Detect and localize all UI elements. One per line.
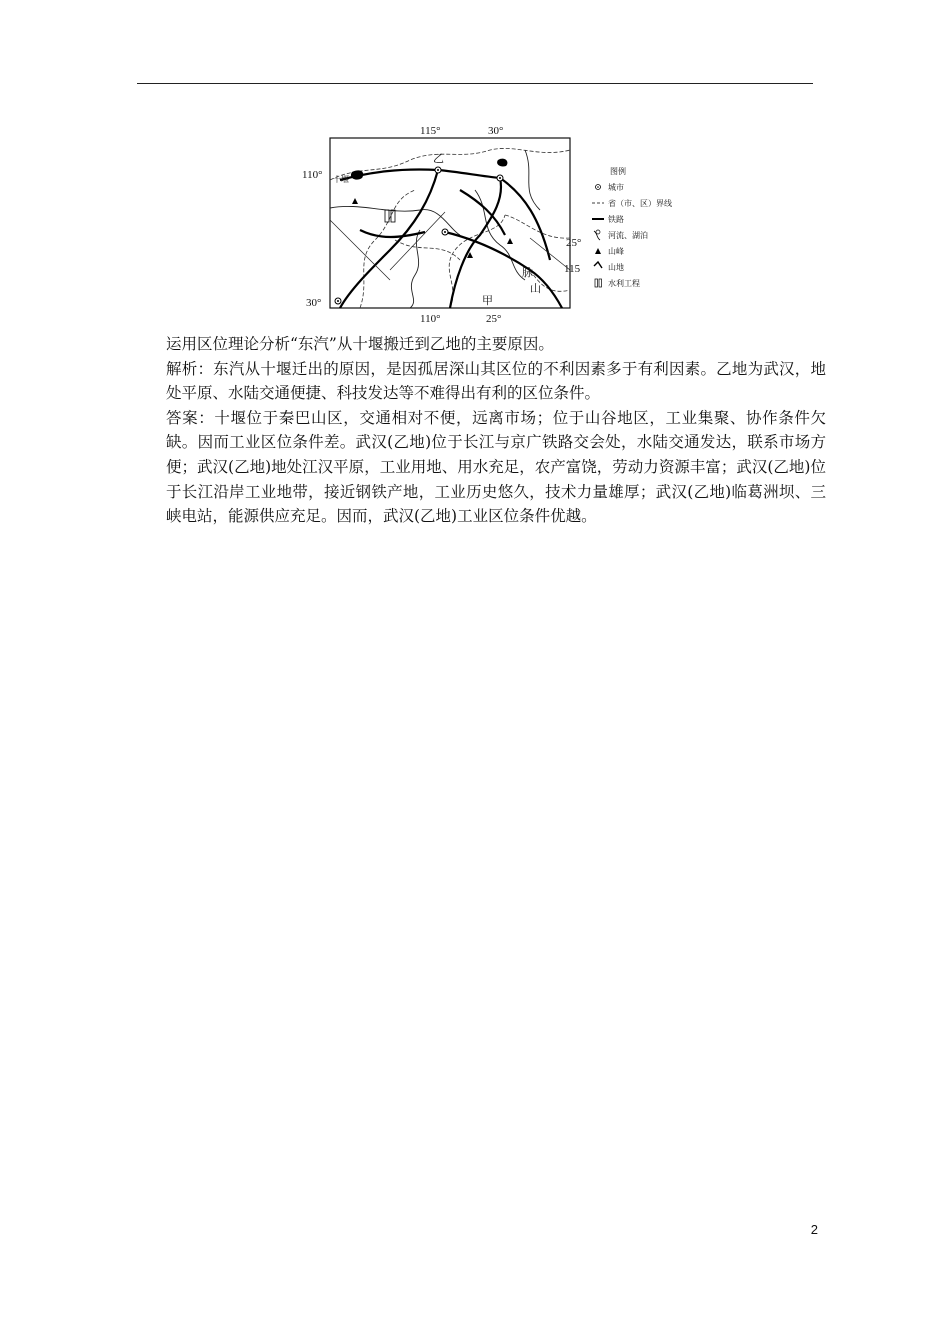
analysis-text: 解析：东汽从十堰迁出的原因，是因孤居深山其区位的不利因素多于有利因素。乙地为武汉，地处平原、水陆交通便捷、科技发达等不难得出有利的区位条件。 (166, 359, 826, 403)
legend-peak-icon (595, 248, 601, 254)
water-project-marker (385, 210, 395, 222)
label-mai: 脉 (522, 267, 533, 279)
label-lon-115-right: 115 (564, 263, 581, 275)
map-legend (592, 166, 672, 288)
thin-lines (330, 212, 570, 280)
legend-water-project-icon (595, 279, 598, 287)
legend-item-boundary: 省（市、区）界线 (608, 199, 672, 208)
question-text: 运用区位理论分析“东汽”从十堰搬迁到乙地的主要原因。 (166, 335, 554, 353)
label-yi: 乙 (433, 153, 444, 165)
legend-mountain-icon (594, 262, 602, 268)
answer-text: 答案：十堰位于秦巴山区，交通相对不便，远离市场；位于山谷地区，工业集聚、协作条件欠缺。因而工业区位条件差。武汉(乙地)位于长江与京广铁路交会处，水陆交通发达，联系市场方便；武汉(乙地)地处江汉平原，工业用地、用水充足，农产富饶，劳动力资源丰富；武汉(乙地)位于长江沿岸工业地带，接近钢铁产地，工业历史悠久，技术力量雄厚；武汉(乙地)临葛洲坝、三峡电站，能源供应充足。因而，武汉(乙地)工业区位条件优越。 (166, 408, 826, 526)
label-lon-110-bottom: 110° (420, 313, 441, 325)
map-svg (300, 120, 680, 330)
legend-item-water-project: 水利工程 (608, 279, 640, 288)
legend-item-river: 河流、湖泊 (608, 231, 648, 240)
label-shiyan: 十堰 (333, 175, 349, 184)
legend-item-city: 城市 (608, 183, 624, 192)
legend-item-mountain: 山地 (608, 263, 624, 272)
city-markers (335, 167, 503, 304)
legend-item-peak: 山峰 (608, 247, 624, 256)
label-lon-115-top: 115° (420, 125, 441, 137)
legend-title: 图例 (610, 167, 626, 176)
header-rule (137, 83, 813, 84)
map-figure (300, 120, 680, 330)
railways (340, 169, 562, 308)
label-lat-30-top: 30° (488, 125, 504, 137)
label-lat-25-bottom: 25° (486, 313, 502, 325)
body-text (166, 332, 826, 529)
page-number: 2 (810, 1222, 818, 1237)
label-lat-30-left: 30° (306, 297, 322, 309)
label-jia: 甲 (482, 295, 493, 307)
legend-item-railway: 铁路 (608, 215, 624, 224)
label-shan: 山 (530, 283, 541, 295)
label-lon-110-left: 110° (302, 169, 323, 181)
mountain-peaks (352, 198, 513, 258)
legend-river-icon (594, 231, 600, 240)
label-lat-25-right: 25° (566, 237, 582, 249)
